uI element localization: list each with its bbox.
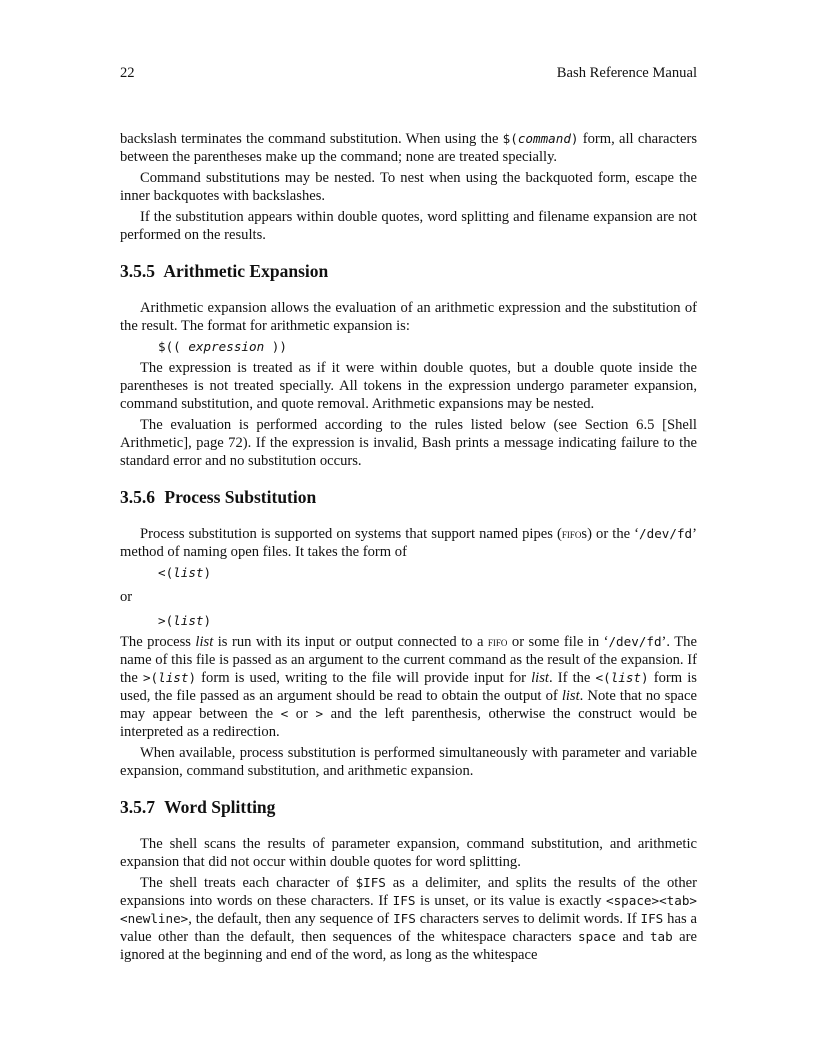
section-heading-3-5-7: 3.5.7 Word Splitting — [120, 797, 276, 817]
intro-paragraph-2: Command substitutions may be nested. To nest when using the backquoted form, escape the inner backquotes with backslashes. — [120, 170, 697, 204]
section-heading-3-5-5: 3.5.5 Arithmetic Expansion — [120, 261, 329, 281]
code-example-arith: $(( expression )) — [158, 339, 287, 354]
wordsplit-paragraph-1: The shell scans the results of parameter expansion, command substitution, and arithmetic expansion that did not occur within double quotes for word splitting. — [120, 836, 697, 870]
inline-code: $(command) — [502, 131, 579, 146]
procsub-paragraph-3: When available, process substitution is performed simultaneously with parameter and variable expansion, command substitution, and arithmetic expansion. — [120, 745, 697, 779]
or-word: or — [120, 589, 133, 605]
arith-paragraph-1: Arithmetic expansion allows the evaluation of an arithmetic expression and the substitution of the result. The format for arithmetic expansion is: — [120, 300, 697, 334]
intro-paragraph-1: backslash terminates the command substitution. When using the $(command) form, all characters between the parentheses make up the command; none are treated specially. — [120, 131, 697, 165]
arith-paragraph-3: The evaluation is performed according to the rules listed below (see Section 6.5 [Shell Arithmetic], page 72). If the expression is invalid, Bash prints a message indicating failure to the standard error and no substitution occurs. — [120, 417, 697, 469]
wordsplit-paragraph-2: The shell treats each character of $IFS as a delimiter, and splits the results of the other expansions into words on these characters. If IFS is unset, or its value is exactly <space><tab><newline>, the default, then any sequence of IFS characters serves to delimit words. If IFS has a value other than the default, then sequences of the whitespace characters space and tab are ignored at the beginning and end of the word, as long as the whitespace — [120, 875, 698, 963]
manual-title: Bash Reference Manual — [556, 65, 697, 81]
intro-paragraph-3: If the substitution appears within double quotes, word splitting and filename expansion are not performed on the results. — [120, 209, 697, 243]
running-header — [120, 64, 697, 82]
section-heading-3-5-6: 3.5.6 Process Substitution — [120, 487, 317, 507]
page-number: 22 — [120, 65, 135, 81]
code-example-output-sub: >(list) — [158, 613, 212, 628]
procsub-paragraph-1: Process substitution is supported on systems that support named pipes (fifos) or the ‘/dev/fd’ method of naming open files. It takes the form of — [120, 526, 697, 560]
arith-paragraph-2: The expression is treated as if it were within double quotes, but a double quote inside the parentheses is not treated specially. All tokens in the expression undergo parameter expansion, command substitution, and quote removal. Arithmetic expansions may be nested. — [120, 360, 697, 412]
code-example-input-sub: <(list) — [158, 565, 212, 580]
page-body — [120, 130, 697, 964]
procsub-paragraph-2: The process list is run with its input or output connected to a fifo or some file in ‘/dev/fd’. The name of this file is passed as an argument to the current command as the result of the expansion. If the >(list) form is used, writing to the file will provide input for list. If the <(list) form is used, the file passed as an argument should be read to obtain the output of list. Note that no space may appear between the < or > and the left parenthesis, otherwise the construct would be interpreted as a redirection. — [120, 634, 697, 740]
